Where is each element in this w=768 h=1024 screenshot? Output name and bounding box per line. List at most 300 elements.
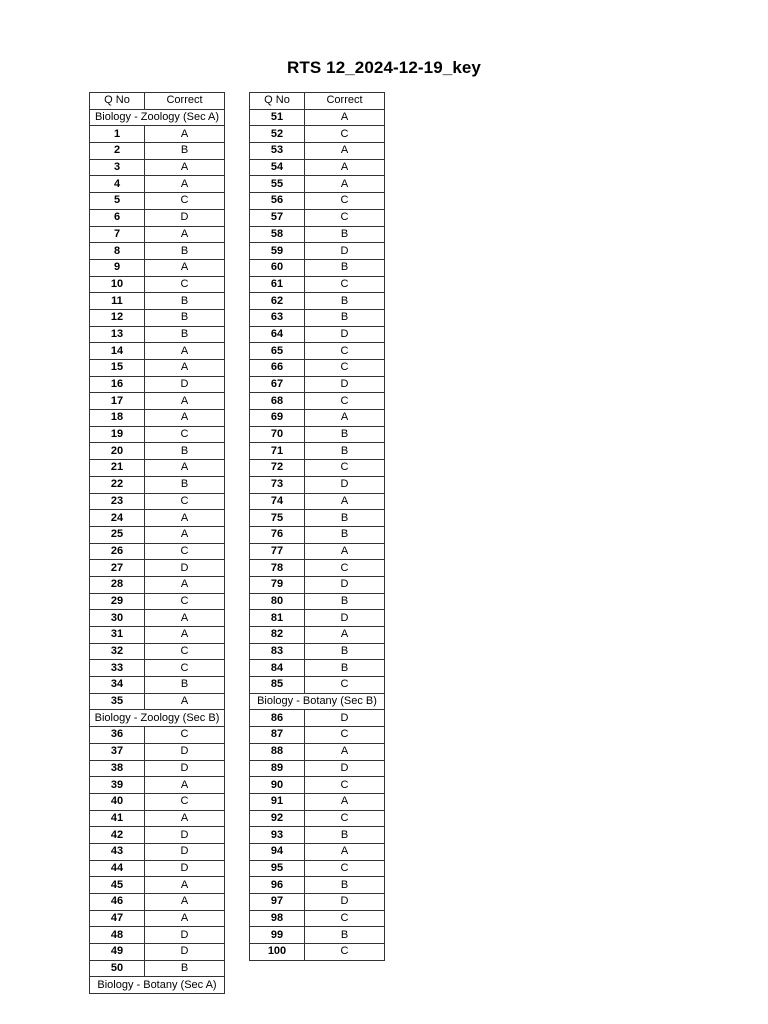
correct-answer: D: [145, 760, 225, 777]
question-number: 14: [90, 343, 145, 360]
table-row: [250, 810, 385, 827]
question-number: 63: [250, 309, 305, 326]
question-number: 54: [250, 159, 305, 176]
correct-answer: B: [145, 476, 225, 493]
question-number: 86: [250, 710, 305, 727]
table-row: [90, 810, 225, 827]
table-row: [250, 710, 385, 727]
question-number: 52: [250, 126, 305, 143]
question-number: 22: [90, 476, 145, 493]
table-row: [90, 393, 225, 410]
table-row: [250, 894, 385, 911]
correct-answer: A: [145, 176, 225, 193]
question-number: 75: [250, 510, 305, 527]
correct-answer: C: [145, 193, 225, 210]
correct-answer: A: [145, 360, 225, 377]
question-number: 68: [250, 393, 305, 410]
table-row: [90, 660, 225, 677]
table-row: [90, 627, 225, 644]
correct-answer: A: [305, 109, 385, 126]
table-row: [250, 843, 385, 860]
correct-answer: B: [145, 326, 225, 343]
correct-answer: A: [145, 894, 225, 911]
question-number: 97: [250, 894, 305, 911]
correct-answer: D: [145, 827, 225, 844]
table-row: [250, 860, 385, 877]
question-number: 49: [90, 944, 145, 961]
correct-answer: D: [305, 576, 385, 593]
question-number: 24: [90, 510, 145, 527]
table-row: [90, 426, 225, 443]
question-number: 30: [90, 610, 145, 627]
table-row: [90, 309, 225, 326]
correct-answer: A: [305, 159, 385, 176]
table-row: [90, 293, 225, 310]
correct-answer: A: [305, 493, 385, 510]
table-row: [250, 243, 385, 260]
correct-answer: D: [305, 326, 385, 343]
table-row: [250, 677, 385, 694]
question-number: 76: [250, 526, 305, 543]
question-number: 58: [250, 226, 305, 243]
correct-answer: B: [145, 677, 225, 694]
correct-answer: B: [305, 293, 385, 310]
correct-answer: B: [145, 293, 225, 310]
table-row: [90, 593, 225, 610]
question-number: 32: [90, 643, 145, 660]
table-row: [250, 443, 385, 460]
correct-answer: D: [145, 209, 225, 226]
table-row: [90, 126, 225, 143]
correct-answer: C: [305, 343, 385, 360]
question-number: 73: [250, 476, 305, 493]
question-number: 13: [90, 326, 145, 343]
table-row: [90, 526, 225, 543]
table-row: [250, 209, 385, 226]
correct-answer: A: [145, 460, 225, 477]
correct-answer: B: [305, 927, 385, 944]
correct-answer: B: [305, 643, 385, 660]
table-row: [90, 493, 225, 510]
question-number: 48: [90, 927, 145, 944]
correct-answer: C: [305, 777, 385, 794]
table-row: [90, 843, 225, 860]
correct-answer: D: [305, 243, 385, 260]
table-row: [90, 960, 225, 977]
question-number: 4: [90, 176, 145, 193]
correct-answer: C: [145, 426, 225, 443]
correct-answer: A: [145, 259, 225, 276]
question-number: 5: [90, 193, 145, 210]
correct-answer: B: [305, 226, 385, 243]
correct-answer: A: [305, 627, 385, 644]
table-row: [250, 276, 385, 293]
answer-key-table-left: [89, 92, 225, 994]
question-number: 96: [250, 877, 305, 894]
correct-answer: A: [145, 610, 225, 627]
question-number: 61: [250, 276, 305, 293]
question-number: 9: [90, 259, 145, 276]
table-row: [90, 860, 225, 877]
table-row: [90, 777, 225, 794]
correct-answer: B: [305, 660, 385, 677]
table-row: [250, 927, 385, 944]
question-number: 36: [90, 727, 145, 744]
question-number: 35: [90, 693, 145, 710]
correct-answer: D: [305, 894, 385, 911]
table-row: [250, 493, 385, 510]
section-label: Biology - Zoology (Sec A): [90, 109, 225, 126]
question-number: 34: [90, 677, 145, 694]
question-number: 71: [250, 443, 305, 460]
section-row: [90, 710, 225, 727]
table-row: [90, 410, 225, 427]
table-row: [90, 576, 225, 593]
correct-answer: C: [145, 660, 225, 677]
table-row: [250, 627, 385, 644]
question-number: 84: [250, 660, 305, 677]
question-number: 69: [250, 410, 305, 427]
correct-answer: B: [145, 243, 225, 260]
correct-answer: A: [145, 343, 225, 360]
question-number: 44: [90, 860, 145, 877]
table-row: [250, 660, 385, 677]
question-number: 29: [90, 593, 145, 610]
question-number: 50: [90, 960, 145, 977]
correct-answer: C: [145, 643, 225, 660]
question-number: 67: [250, 376, 305, 393]
question-number: 42: [90, 827, 145, 844]
table-row: [250, 743, 385, 760]
question-number: 3: [90, 159, 145, 176]
table-row: [250, 393, 385, 410]
correct-answer: A: [145, 126, 225, 143]
table-row: [90, 193, 225, 210]
correct-answer: A: [305, 143, 385, 160]
correct-answer: B: [305, 510, 385, 527]
correct-answer: B: [305, 443, 385, 460]
question-number: 74: [250, 493, 305, 510]
table-row: [250, 643, 385, 660]
document-title-text: RTS 12_2024-12-19_key: [287, 58, 481, 77]
table-row: [250, 777, 385, 794]
table-row: [90, 877, 225, 894]
question-number: 20: [90, 443, 145, 460]
section-label: Biology - Botany (Sec A): [90, 977, 225, 994]
header-row: [250, 93, 385, 110]
table-row: [250, 226, 385, 243]
table-row: [250, 727, 385, 744]
question-number: 40: [90, 793, 145, 810]
correct-answer: A: [305, 743, 385, 760]
correct-answer: B: [145, 960, 225, 977]
table-row: [250, 410, 385, 427]
correct-answer: D: [305, 760, 385, 777]
table-row: [90, 610, 225, 627]
table-row: [250, 526, 385, 543]
question-number: 88: [250, 743, 305, 760]
question-number: 33: [90, 660, 145, 677]
question-number: 12: [90, 309, 145, 326]
correct-answer: D: [145, 927, 225, 944]
table-row: [90, 927, 225, 944]
correct-answer: D: [145, 944, 225, 961]
question-number: 1: [90, 126, 145, 143]
question-number: 64: [250, 326, 305, 343]
correct-answer: C: [145, 276, 225, 293]
correct-answer: C: [145, 593, 225, 610]
table-row: [90, 443, 225, 460]
correct-answer: A: [145, 393, 225, 410]
correct-answer: C: [305, 276, 385, 293]
table-row: [90, 476, 225, 493]
question-number: 57: [250, 209, 305, 226]
correct-answer: D: [145, 376, 225, 393]
section-row: [250, 693, 385, 710]
correct-answer: A: [145, 576, 225, 593]
table-row: [250, 360, 385, 377]
table-row: [90, 176, 225, 193]
table-row: [90, 677, 225, 694]
correct-answer: C: [305, 677, 385, 694]
table-row: [250, 109, 385, 126]
correct-answer: A: [145, 810, 225, 827]
table-row: [250, 309, 385, 326]
question-number: 55: [250, 176, 305, 193]
answer-key-table-right: [249, 92, 385, 961]
table-row: [90, 226, 225, 243]
table-row: [90, 376, 225, 393]
correct-answer: A: [145, 510, 225, 527]
correct-answer: A: [305, 543, 385, 560]
correct-answer: C: [305, 209, 385, 226]
question-number: 38: [90, 760, 145, 777]
correct-answer: C: [145, 727, 225, 744]
correct-answer: B: [145, 143, 225, 160]
correct-answer: C: [305, 727, 385, 744]
question-number: 81: [250, 610, 305, 627]
question-number: 19: [90, 426, 145, 443]
table-row: [90, 360, 225, 377]
correct-answer: C: [305, 944, 385, 961]
correct-answer: C: [305, 860, 385, 877]
correct-answer: B: [305, 526, 385, 543]
question-number: 99: [250, 927, 305, 944]
question-number: 2: [90, 143, 145, 160]
question-number: 93: [250, 827, 305, 844]
question-number: 47: [90, 910, 145, 927]
question-number: 80: [250, 593, 305, 610]
table-row: [90, 894, 225, 911]
table-row: [250, 460, 385, 477]
table-row: [90, 543, 225, 560]
table-row: [90, 944, 225, 961]
question-number: 17: [90, 393, 145, 410]
correct-answer: C: [305, 560, 385, 577]
question-number: 53: [250, 143, 305, 160]
correct-answer: D: [145, 860, 225, 877]
question-number: 83: [250, 643, 305, 660]
correct-answer: A: [305, 176, 385, 193]
question-number: 46: [90, 894, 145, 911]
table-row: [250, 143, 385, 160]
correct-answer: C: [145, 493, 225, 510]
table-row: [250, 910, 385, 927]
question-number: 92: [250, 810, 305, 827]
question-number: 56: [250, 193, 305, 210]
correct-answer: A: [145, 910, 225, 927]
question-number: 94: [250, 843, 305, 860]
section-label: Biology - Zoology (Sec B): [90, 710, 225, 727]
question-number: 10: [90, 276, 145, 293]
correct-answer: A: [145, 226, 225, 243]
table-row: [90, 560, 225, 577]
question-number: 59: [250, 243, 305, 260]
question-number: 23: [90, 493, 145, 510]
question-number: 85: [250, 677, 305, 694]
table-row: [250, 593, 385, 610]
table-row: [250, 793, 385, 810]
correct-answer: B: [305, 877, 385, 894]
question-number: 11: [90, 293, 145, 310]
question-number: 98: [250, 910, 305, 927]
question-number: 21: [90, 460, 145, 477]
correct-answer: D: [145, 743, 225, 760]
question-number: 25: [90, 526, 145, 543]
table-row: [90, 510, 225, 527]
table-row: [250, 193, 385, 210]
table-row: [90, 276, 225, 293]
table-row: [90, 259, 225, 276]
table-row: [250, 126, 385, 143]
question-number: 41: [90, 810, 145, 827]
table-row: [250, 576, 385, 593]
correct-answer: D: [305, 376, 385, 393]
question-number: 87: [250, 727, 305, 744]
correct-answer: A: [305, 410, 385, 427]
question-number: 60: [250, 259, 305, 276]
correct-answer: B: [305, 426, 385, 443]
header-row: [90, 93, 225, 110]
correct-answer: A: [145, 526, 225, 543]
correct-answer: C: [145, 793, 225, 810]
correct-answer: C: [305, 126, 385, 143]
correct-answer: C: [305, 193, 385, 210]
question-number: 62: [250, 293, 305, 310]
question-number: 82: [250, 627, 305, 644]
correct-answer: B: [305, 309, 385, 326]
question-number: 78: [250, 560, 305, 577]
question-number: 27: [90, 560, 145, 577]
table-row: [90, 743, 225, 760]
question-number: 90: [250, 777, 305, 794]
question-number: 51: [250, 109, 305, 126]
table-row: [90, 643, 225, 660]
section-row: [90, 109, 225, 126]
table-row: [90, 343, 225, 360]
correct-answer: B: [145, 309, 225, 326]
question-number: 28: [90, 576, 145, 593]
table-row: [90, 693, 225, 710]
correct-answer: D: [145, 843, 225, 860]
question-number: 16: [90, 376, 145, 393]
question-number: 77: [250, 543, 305, 560]
table-row: [250, 543, 385, 560]
question-number: 45: [90, 877, 145, 894]
correct-answer: B: [305, 259, 385, 276]
question-number: 95: [250, 860, 305, 877]
table-row: [250, 560, 385, 577]
correct-answer: D: [305, 610, 385, 627]
correct-answer: D: [305, 710, 385, 727]
correct-answer: A: [145, 877, 225, 894]
table-row: [250, 510, 385, 527]
section-row: [90, 977, 225, 994]
header-correct: Correct: [145, 93, 225, 110]
table-row: [250, 259, 385, 276]
table-row: [90, 827, 225, 844]
correct-answer: C: [305, 810, 385, 827]
question-number: 72: [250, 460, 305, 477]
correct-answer: C: [305, 910, 385, 927]
question-number: 37: [90, 743, 145, 760]
answer-key-rows-right: [250, 109, 385, 960]
correct-answer: A: [145, 777, 225, 794]
question-number: 8: [90, 243, 145, 260]
section-label: Biology - Botany (Sec B): [250, 693, 385, 710]
correct-answer: B: [305, 827, 385, 844]
answer-key-rows-left: [90, 109, 225, 993]
correct-answer: C: [305, 393, 385, 410]
question-number: 6: [90, 209, 145, 226]
table-row: [90, 910, 225, 927]
table-row: [90, 143, 225, 160]
question-number: 26: [90, 543, 145, 560]
correct-answer: C: [305, 360, 385, 377]
table-row: [250, 760, 385, 777]
table-row: [250, 326, 385, 343]
question-number: 39: [90, 777, 145, 794]
table-row: [250, 476, 385, 493]
table-row: [90, 326, 225, 343]
table-row: [90, 727, 225, 744]
table-row: [250, 877, 385, 894]
table-row: [250, 610, 385, 627]
correct-answer: A: [305, 843, 385, 860]
correct-answer: C: [145, 543, 225, 560]
question-number: 70: [250, 426, 305, 443]
table-row: [250, 944, 385, 961]
question-number: 31: [90, 627, 145, 644]
table-row: [90, 760, 225, 777]
question-number: 7: [90, 226, 145, 243]
correct-answer: A: [145, 159, 225, 176]
question-number: 15: [90, 360, 145, 377]
table-row: [250, 426, 385, 443]
table-row: [90, 209, 225, 226]
table-row: [250, 827, 385, 844]
question-number: 79: [250, 576, 305, 593]
correct-answer: D: [145, 560, 225, 577]
table-row: [250, 159, 385, 176]
question-number: 91: [250, 793, 305, 810]
table-row: [90, 243, 225, 260]
correct-answer: B: [305, 593, 385, 610]
correct-answer: C: [305, 460, 385, 477]
question-number: 100: [250, 944, 305, 961]
question-number: 18: [90, 410, 145, 427]
correct-answer: A: [145, 410, 225, 427]
